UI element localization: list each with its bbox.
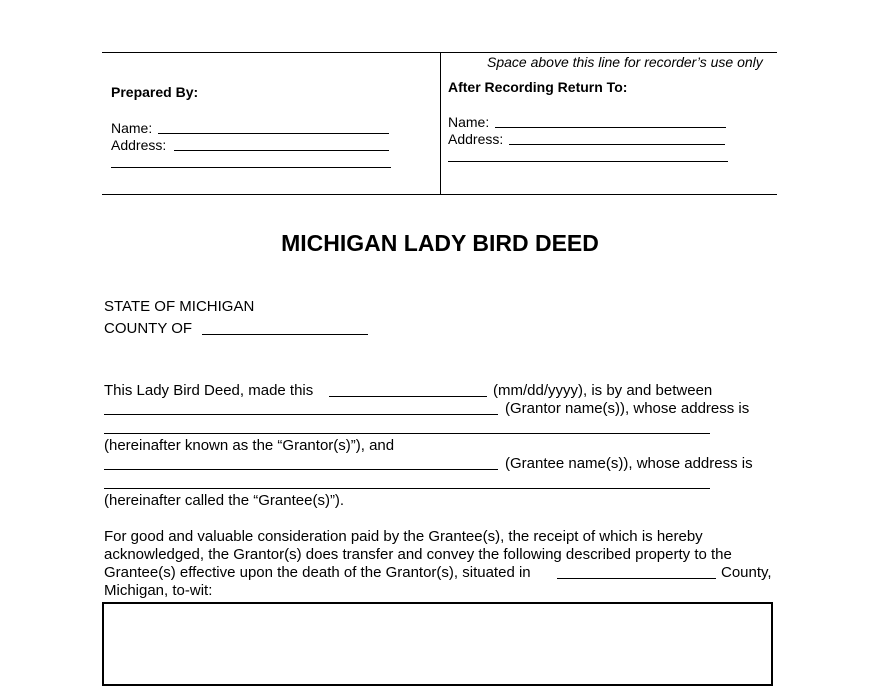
return-to-name-label: Name: bbox=[448, 114, 490, 130]
grantor-address-field[interactable] bbox=[104, 433, 710, 434]
prepared-by-address-label: Address: bbox=[111, 137, 167, 153]
header-bottom-rule bbox=[102, 194, 777, 195]
header-divider bbox=[440, 52, 441, 194]
county-label: COUNTY OF bbox=[104, 320, 193, 337]
return-to-address-label: Address: bbox=[448, 131, 504, 147]
prepared-by-address-field-2[interactable] bbox=[111, 167, 391, 168]
recorder-note: Space above this line for recorder’s use only bbox=[487, 54, 763, 70]
grantor-name-caption: (Grantor name(s)), whose address is bbox=[505, 400, 750, 417]
return-to-name-field[interactable] bbox=[495, 127, 726, 128]
return-to-address-field[interactable] bbox=[509, 144, 725, 145]
consideration-line-4: Michigan, to-wit: bbox=[104, 582, 213, 599]
prepared-by-address-field[interactable] bbox=[174, 150, 389, 151]
prepared-by-heading: Prepared By: bbox=[111, 84, 199, 100]
date-format-text: (mm/dd/yyyy), is by and between bbox=[493, 382, 713, 399]
grantee-called-text: (hereinafter called the “Grantee(s)”). bbox=[104, 492, 345, 509]
grantor-name-field[interactable] bbox=[104, 414, 498, 415]
return-to-address-field-2[interactable] bbox=[448, 161, 728, 162]
property-county-field[interactable] bbox=[557, 578, 716, 579]
grantor-known-text: (hereinafter known as the “Grantor(s)”), and bbox=[104, 437, 395, 454]
state-line: STATE OF MICHIGAN bbox=[104, 298, 255, 315]
document-title: MICHIGAN LADY BIRD DEED bbox=[281, 230, 599, 256]
grantee-address-field[interactable] bbox=[104, 488, 710, 489]
return-to-heading: After Recording Return To: bbox=[448, 79, 628, 95]
prepared-by-name-label: Name: bbox=[111, 120, 153, 136]
county-field[interactable] bbox=[202, 334, 368, 335]
prepared-by-name-field[interactable] bbox=[158, 133, 389, 134]
consideration-line-2: acknowledged, the Grantor(s) does transfer and convey the following described property to the bbox=[104, 546, 732, 563]
deed-date-field[interactable] bbox=[329, 396, 487, 397]
consideration-line-3: Grantee(s) effective upon the death of the Grantor(s), situated in bbox=[104, 564, 531, 581]
grantee-name-field[interactable] bbox=[104, 469, 498, 470]
intro-text-start: This Lady Bird Deed, made this bbox=[104, 382, 314, 399]
property-description-box[interactable] bbox=[102, 602, 773, 686]
grantee-name-caption: (Grantee name(s)), whose address is bbox=[505, 455, 753, 472]
consideration-line-1: For good and valuable consideration paid by the Grantee(s), the receipt of which is hereby bbox=[104, 528, 703, 545]
consideration-county-word: County, bbox=[721, 564, 772, 581]
